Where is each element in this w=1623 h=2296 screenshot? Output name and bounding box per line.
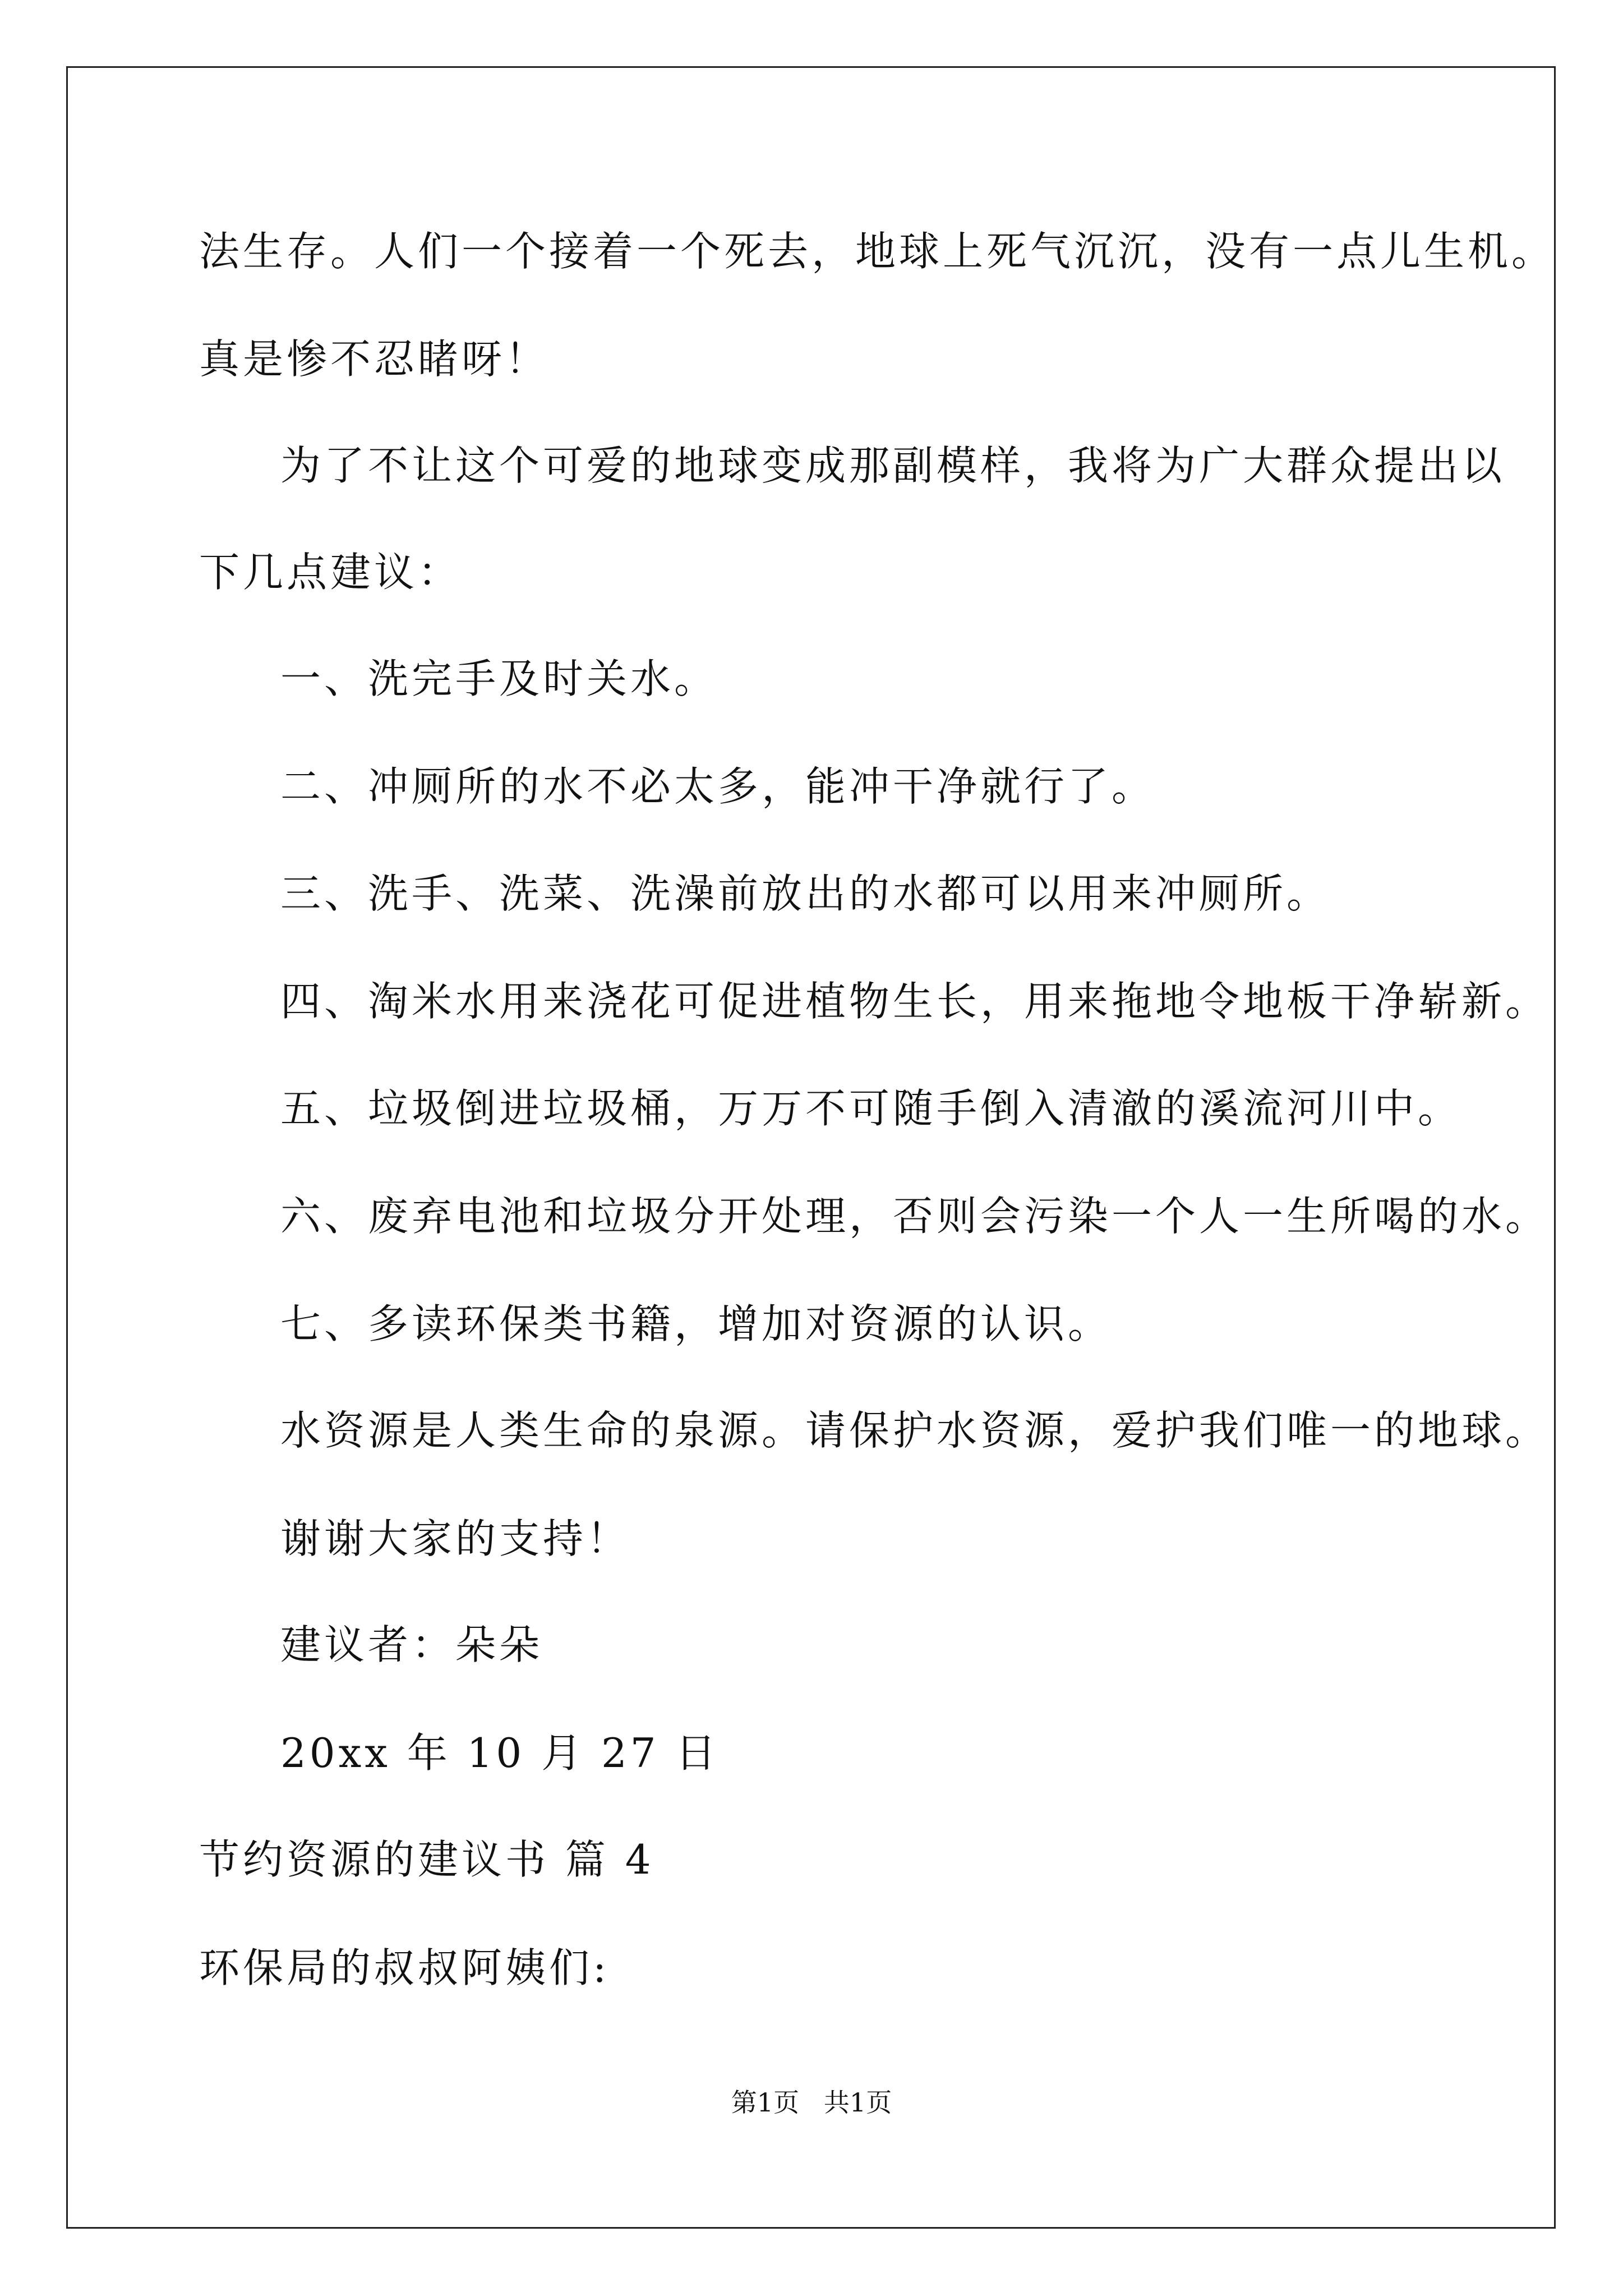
text-line-2: 真是惨不忍睹呀！ bbox=[199, 335, 550, 383]
page-border bbox=[66, 66, 1556, 2229]
suggestion-7: 七、多读环保类书籍，增加对资源的认识。 bbox=[280, 1300, 1112, 1347]
signature-line: 建议者：朵朵 bbox=[280, 1621, 543, 1668]
text-line-1: 法生存。人们一个接着一个死去，地球上死气沉沉，没有一点儿生机。 bbox=[199, 228, 1556, 275]
date-line: 20xx 年 10 月 27 日 bbox=[280, 1729, 720, 1777]
suggestion-1: 一、洗完手及时关水。 bbox=[280, 655, 718, 702]
salutation-line: 环保局的叔叔阿姨们: bbox=[199, 1944, 610, 1991]
closing-statement: 水资源是人类生命的泉源。请保护水资源，爱护我们唯一的地球。 bbox=[280, 1407, 1550, 1454]
page-footer: 第1页 共1页 bbox=[731, 2087, 892, 2118]
suggestion-5: 五、垃圾倒进垃圾桶，万万不可随手倒入清澈的溪流河川中。 bbox=[280, 1085, 1462, 1132]
text-line-3: 为了不让这个可爱的地球变成那副模样，我将为广大群众提出以 bbox=[280, 442, 1506, 489]
suggestion-2: 二、冲厕所的水不必太多，能冲干净就行了。 bbox=[280, 763, 1156, 810]
thanks-line: 谢谢大家的支持！ bbox=[280, 1515, 631, 1562]
suggestion-3: 三、洗手、洗菜、洗澡前放出的水都可以用来冲厕所。 bbox=[280, 870, 1331, 917]
text-line-4: 下几点建议： bbox=[199, 549, 462, 596]
suggestion-4: 四、淘米水用来浇花可促进植物生长，用来拖地令地板干净崭新。 bbox=[280, 978, 1550, 1025]
suggestion-6: 六、废弃电池和垃圾分开处理，否则会污染一个人一生所喝的水。 bbox=[280, 1193, 1550, 1240]
section-heading: 节约资源的建议书 篇 4 bbox=[199, 1836, 654, 1883]
